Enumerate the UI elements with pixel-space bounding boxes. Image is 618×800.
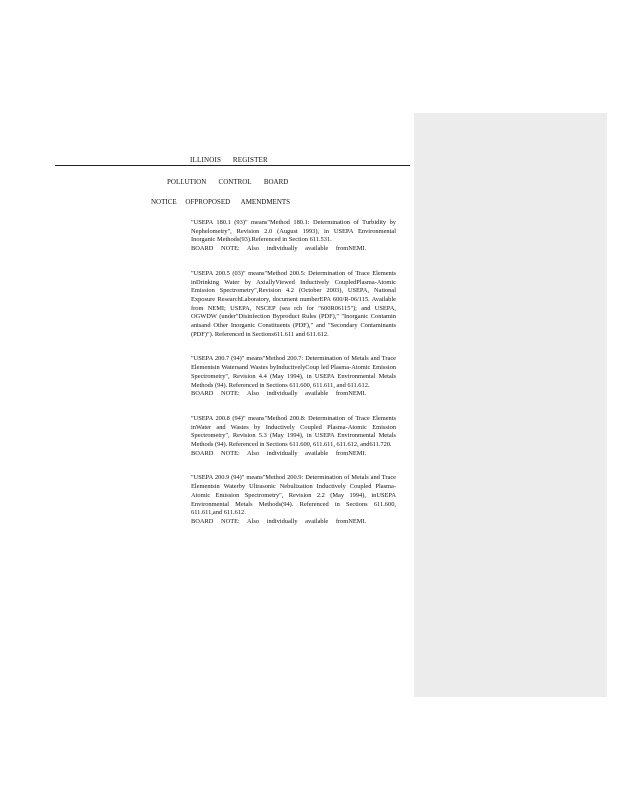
definitions-list — [191, 219, 396, 543]
definition-entry — [191, 474, 396, 526]
board-title: POLLUTION CONTROL BOARD — [167, 178, 289, 186]
comment-pane — [414, 113, 607, 697]
header-rule — [55, 165, 410, 166]
definition-entry — [191, 270, 396, 340]
definition-text: "USEPA 200.8 (94)" means"Method 200.8: Determination of Trace Elements inWater and Wastes by Inductively Coupled Plasma-Atomic Emission Spectrometry", Revision 5.3 (May 1994), in USEPA Environmental Metals Methods (94). Referenced in Sections 611.600, 611.611, 611.612, and611.720. — [191, 414, 396, 449]
definition-text: "USEPA 200.5 (03)" means"Method 200.5: Determination of Trace Elements inDrinking Water by AxiallyViewed Inductively CoupledPlasma-Atomic Emission Spectrometry",Revision 4.2 (October 2003), USEPA, National Exposure ResearchLaboratory, document numberEPA 600/R-06/115. Available from NEMI; USEPA, NSCEP (sea rch for "600R06115"); and USEPA, OGWDW (under"Disinfection Byproduct Rules (PDF)," "Inorganic Contamin antsand Other Inorganic Constituents (PDF)," and "Secondary Contaminants (PDF)"). Referenced in Sections611.611 and 611.612. — [191, 269, 396, 338]
board-note: BOARD NOTE: Also individually available fromNEMI. — [191, 517, 367, 525]
definition-entry — [191, 219, 396, 254]
definition-text: "USEPA 180.1 (93)" means"Method 180.1: Determination of Turbidity by Nephelometry", Revision 2.0 (August 1993), in USEPA Environmental Inorganic Methods(93).Referenced in Section 611.531. — [191, 219, 396, 244]
definition-entry — [191, 415, 396, 459]
board-note: BOARD NOTE: Also individually available fromNEMI. — [191, 390, 367, 398]
board-note: BOARD NOTE: Also individually available fromNEMI. — [191, 449, 367, 457]
definition-text: "USEPA 200.9 (94)" means"Method 200.9: Determination of Metals and Trace Elementsin Waterby Ultrasonic Nebulization Inductively Coupled Plasma-Atomic Emission Spectrometry", Revision 2.2 (May 1994), inUSEPA Environmental Metals Methods(94). Referenced in Sections 611.600, 611.611,and 611.612. — [191, 474, 396, 517]
notice-title: NOTICE OFPROPOSED AMENDMENTS — [151, 198, 291, 206]
board-note: BOARD NOTE: Also individually available fromNEMI. — [191, 245, 367, 253]
definition-entry — [191, 355, 396, 399]
definition-text: "USEPA 200.7 (94)" means"Method 200.7: Determination of Metals and Trace Elementsin Watersand Wastes byInductivelyCoup led Plasma-Atomic Emission Spectrometry", Revision 4.4 (May 1994), in USEPA Environmental Metals Methods (94). Referenced in Sections 611.600, 611.611, and 611.612. — [191, 355, 396, 389]
register-title: ILLINOIS REGISTER — [190, 156, 268, 164]
